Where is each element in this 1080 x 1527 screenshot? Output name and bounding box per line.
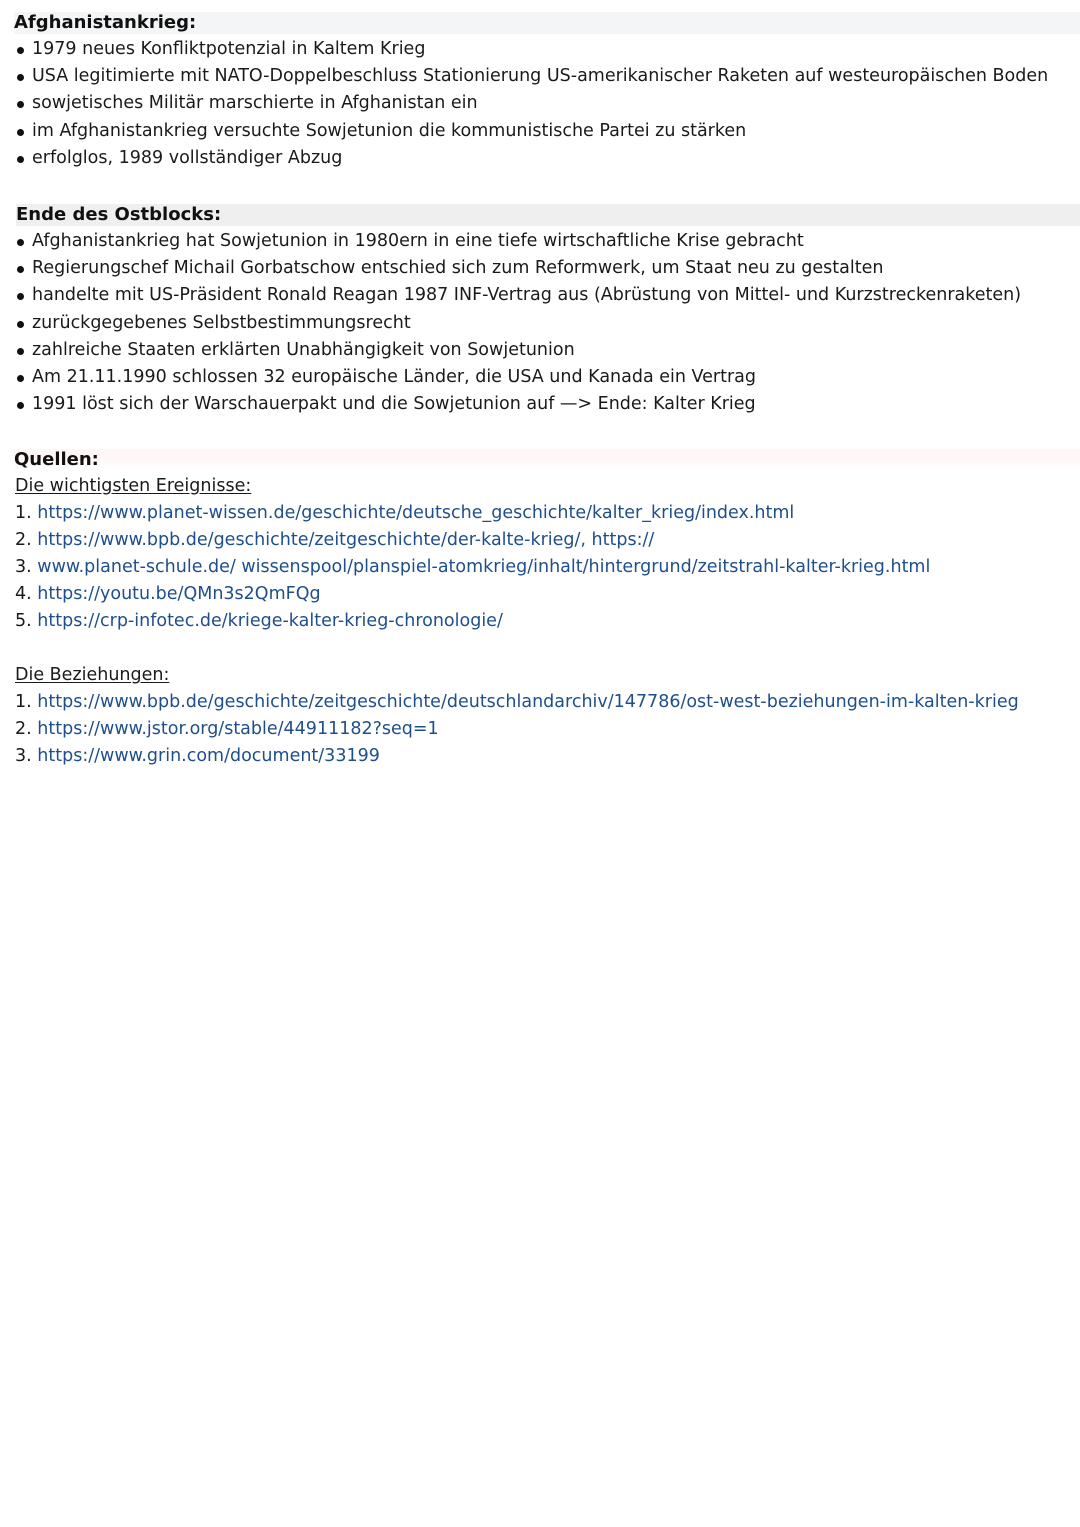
- source-link[interactable]: www.planet-schule.de/ wissenspool/planspiel-atomkrieg/inhalt/hintergrund/zeitstrahl-kalter-krieg.html: [37, 557, 931, 577]
- subheading-beziehungen: Die Beziehungen:: [15, 665, 170, 685]
- source-item: [15, 500, 930, 527]
- list-item: erfolglos, 1989 vollständiger Abzug: [16, 145, 1048, 172]
- list-item: Am 21.11.1990 schlossen 32 europäische Länder, die USA und Kanada ein Vertrag: [16, 364, 1021, 391]
- section-title-ende-des-ostblocks: Ende des Ostblocks:: [16, 204, 1080, 226]
- source-link[interactable]: https://www.jstor.org/stable/44911182?seq=1: [37, 719, 439, 739]
- list-item: Regierungschef Michail Gorbatschow entschied sich zum Reformwerk, um Staat neu zu gestalten: [16, 255, 1021, 282]
- list-item: USA legitimierte mit NATO-Doppelbeschluss Stationierung US-amerikanischer Raketen auf westeuropäischen Boden: [16, 63, 1048, 90]
- list-item: sowjetisches Militär marschierte in Afghanistan ein: [16, 90, 1048, 117]
- section-title-afghanistankrieg: Afghanistankrieg:: [14, 12, 1080, 34]
- source-item: [15, 581, 930, 608]
- source-link[interactable]: https://www.planet-wissen.de/geschichte/deutsche_geschichte/kalter_krieg/index.html: [37, 503, 795, 523]
- list-item: 1991 löst sich der Warschauerpakt und die Sowjetunion auf —> Ende: Kalter Krieg: [16, 391, 1021, 418]
- source-item: [15, 608, 930, 635]
- source-link[interactable]: https://www.bpb.de/geschichte/zeitgeschichte/deutschlandarchiv/147786/ost-west-beziehungen-im-kalten-krieg: [37, 692, 1019, 712]
- source-link[interactable]: https://www.bpb.de/geschichte/zeitgeschichte/der-kalte-krieg/, https://: [37, 530, 655, 550]
- source-number: 1.: [15, 503, 32, 523]
- source-link[interactable]: https://www.grin.com/document/33199: [37, 746, 380, 766]
- source-number: 2.: [15, 530, 32, 550]
- source-number: 4.: [15, 584, 32, 604]
- list-item: zurückgegebenes Selbstbestimmungsrecht: [16, 310, 1021, 337]
- source-link[interactable]: https://youtu.be/QMn3s2QmFQg: [37, 584, 321, 604]
- ereignisse-source-list: [15, 500, 930, 635]
- ostblock-list: [16, 228, 1021, 418]
- source-number: 3.: [15, 557, 32, 577]
- source-number: 1.: [15, 692, 32, 712]
- afghanistankrieg-list: [16, 36, 1048, 172]
- source-item: [15, 716, 1019, 743]
- source-item: [15, 554, 930, 581]
- source-item: [15, 743, 1019, 770]
- source-item: [15, 689, 1019, 716]
- source-item: [15, 527, 930, 554]
- source-number: 5.: [15, 611, 32, 631]
- list-item: Afghanistankrieg hat Sowjetunion in 1980ern in eine tiefe wirtschaftliche Krise gebracht: [16, 228, 1021, 255]
- list-item: handelte mit US-Präsident Ronald Reagan 1987 INF-Vertrag aus (Abrüstung von Mittel- und Kurzstreckenraketen): [16, 282, 1021, 309]
- source-number: 3.: [15, 746, 32, 766]
- source-link[interactable]: https://crp-infotec.de/kriege-kalter-krieg-chronologie/: [37, 611, 503, 631]
- list-item: zahlreiche Staaten erklärten Unabhängigkeit von Sowjetunion: [16, 337, 1021, 364]
- list-item: im Afghanistankrieg versuchte Sowjetunion die kommunistische Partei zu stärken: [16, 118, 1048, 145]
- subheading-ereignisse: Die wichtigsten Ereignisse:: [15, 476, 252, 496]
- list-item: 1979 neues Konfliktpotenzial in Kaltem Krieg: [16, 36, 1048, 63]
- beziehungen-source-list: [15, 689, 1019, 770]
- section-title-quellen: Quellen:: [14, 449, 1080, 471]
- source-number: 2.: [15, 719, 32, 739]
